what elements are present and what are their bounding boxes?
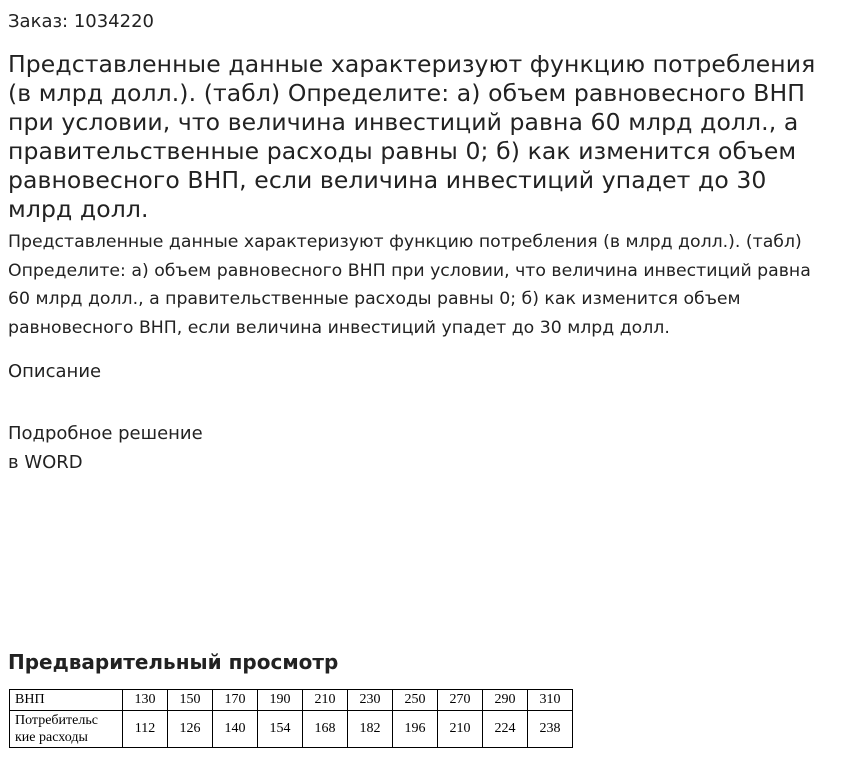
table-cell: 238 (528, 711, 573, 748)
table-cell: 168 (303, 711, 348, 748)
solution-line-1: Подробное решение (8, 422, 203, 444)
table-cell: 170 (213, 690, 258, 711)
row-header-consumption (10, 711, 123, 748)
task-title: Представленные данные характеризуют функцию потребления (в млрд долл.). (табл) Определите: а) объем равновесного ВНП при условии, что величина инвестиций равна 60 млрд долл., а правительственные расходы равны 0; б) как изменится объем равновесного ВНП, если величина инвестиций упадет до 30 млрд долл. (8, 50, 816, 223)
table-cell: 154 (258, 711, 303, 748)
row-header-gnp: ВНП (10, 690, 123, 711)
table-cell: 310 (528, 690, 573, 711)
page-content (8, 0, 838, 674)
table-cell: 150 (168, 690, 213, 711)
table-cell: 182 (348, 711, 393, 748)
table-cell: 224 (483, 711, 528, 748)
solution-line-2: в WORD (8, 451, 83, 473)
table-cell: 190 (258, 690, 303, 711)
table-cell: 112 (123, 711, 168, 748)
description-label: Описание (8, 360, 102, 382)
table-cell: 290 (483, 690, 528, 711)
order-number: Заказ: 1034220 (8, 11, 154, 32)
table-cell: 210 (303, 690, 348, 711)
preview-table (9, 689, 573, 748)
row-header-consumption-line-2: кие расходы (15, 730, 88, 745)
task-description: Представленные данные характеризуют функцию потребления (в млрд долл.). (табл) Определите: а) объем равновесного ВНП при условии, что величина инвестиций равна 60 млрд долл., а правительственные расходы равны 0; б) как изменится объем равновесного ВНП, если величина инвестиций упадет до 30 млрд долл. (8, 232, 811, 339)
table-row (10, 690, 573, 711)
table-row (10, 711, 573, 748)
preview-table-wrapper (9, 689, 573, 748)
table-cell: 270 (438, 690, 483, 711)
table-cell: 196 (393, 711, 438, 748)
table-cell: 210 (438, 711, 483, 748)
table-cell: 250 (393, 690, 438, 711)
row-header-consumption-line-1: Потребительс (15, 713, 98, 728)
table-cell: 130 (123, 690, 168, 711)
table-cell: 140 (213, 711, 258, 748)
preview-title: Предварительный просмотр (8, 650, 339, 674)
solution-info (8, 419, 838, 477)
table-cell: 230 (348, 690, 393, 711)
table-cell: 126 (168, 711, 213, 748)
